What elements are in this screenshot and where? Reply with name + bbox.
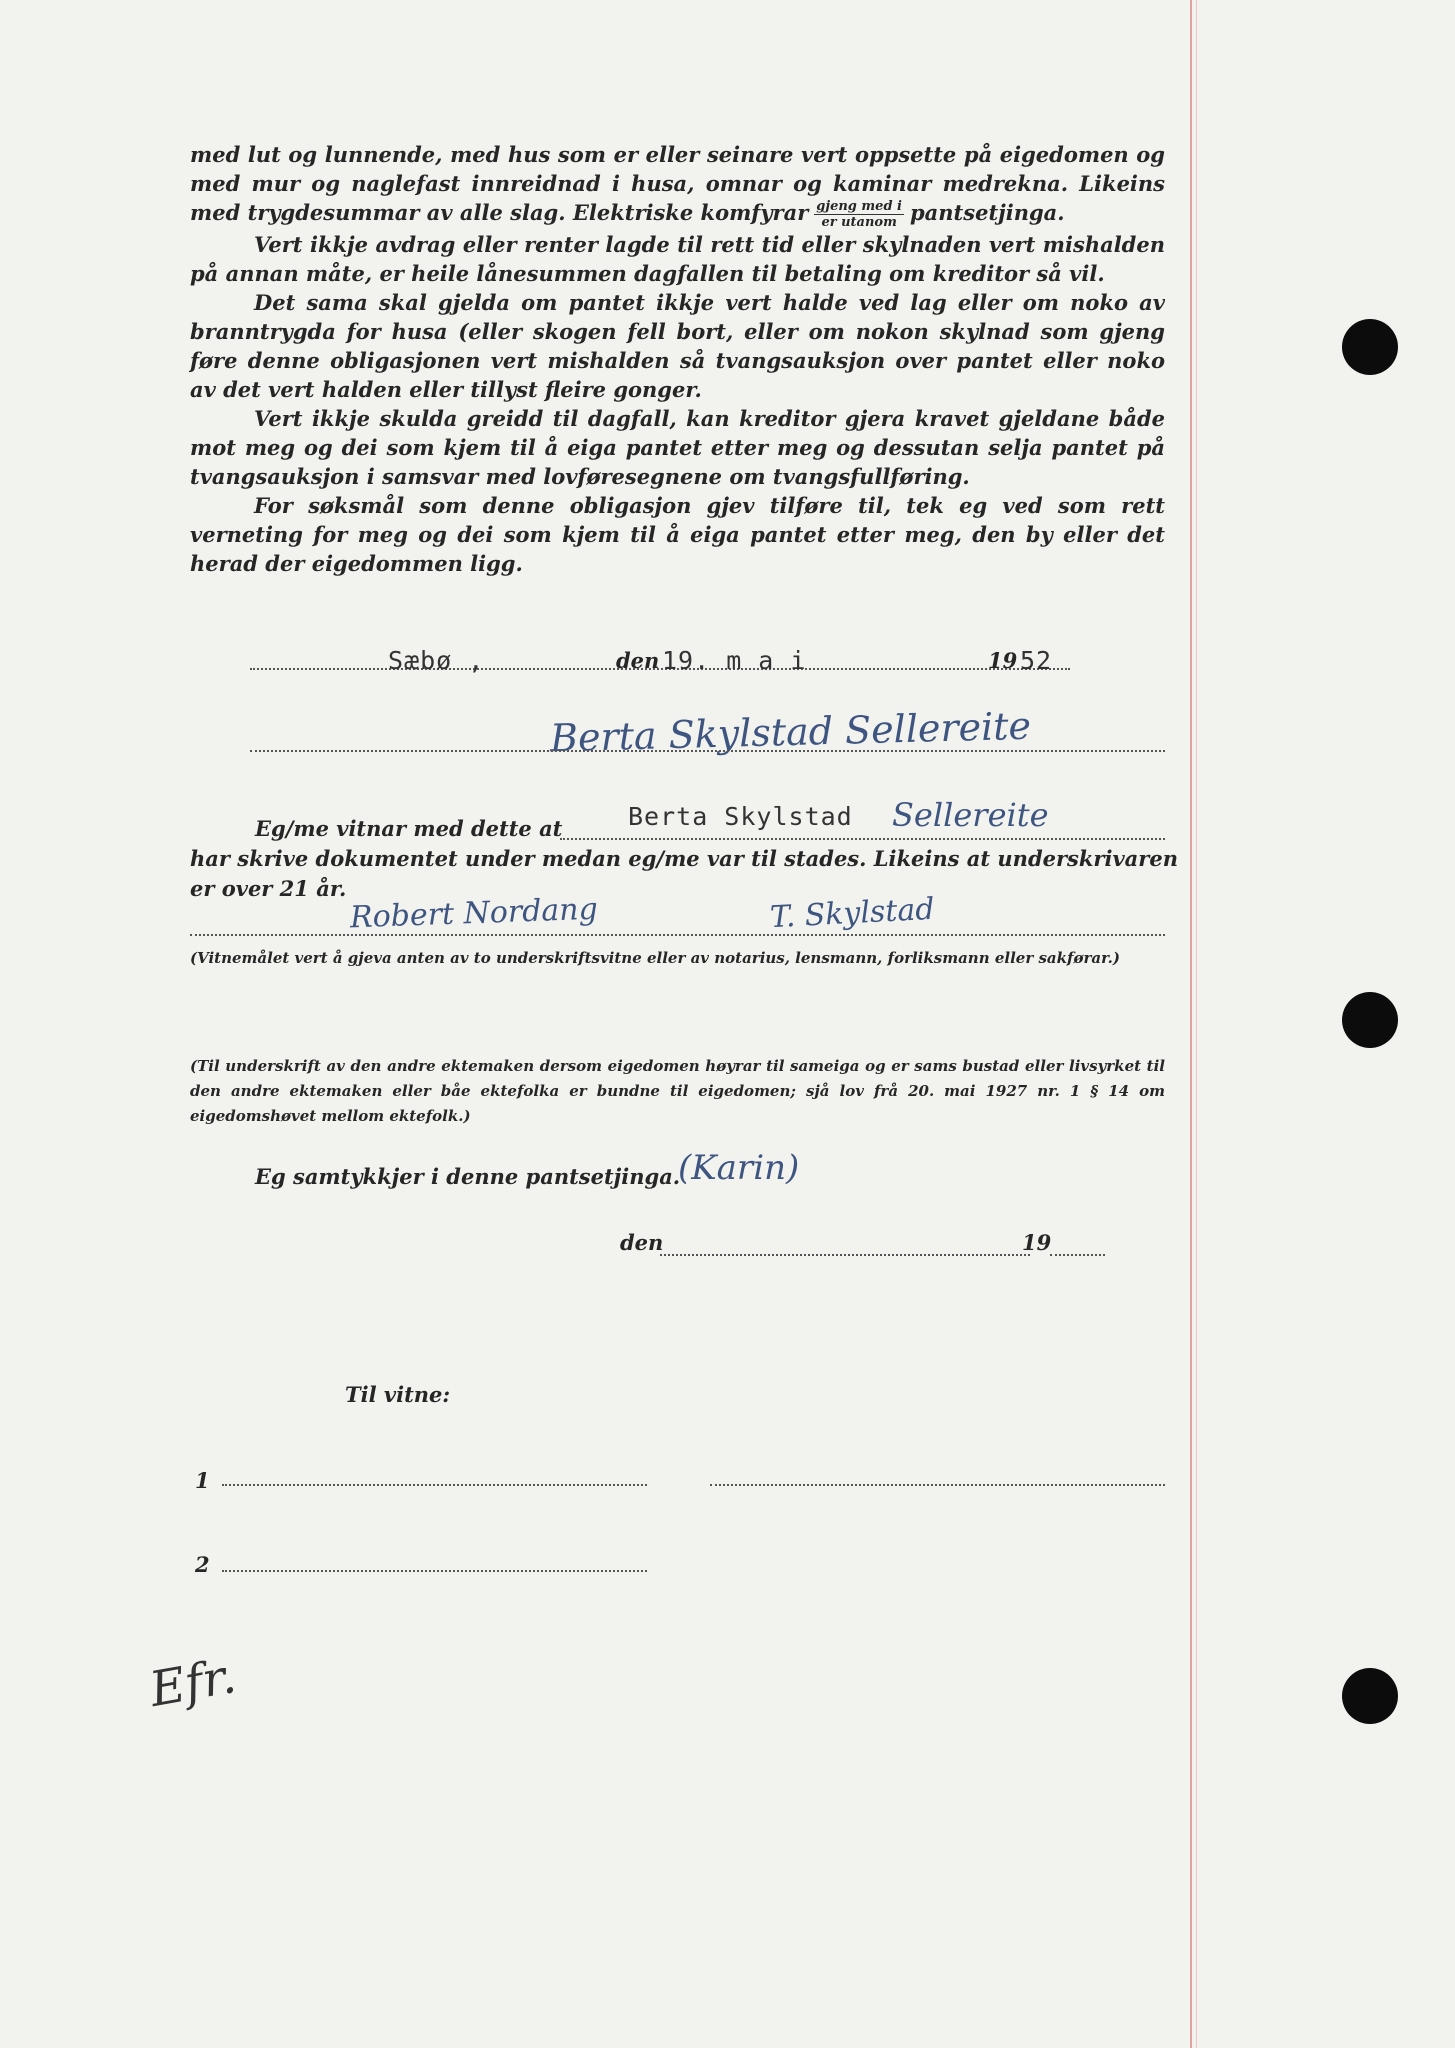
choice-fraction: $\frac{\text{gjeng med i}}{\text{er utanom}}$ (816, 199, 902, 230)
year-prefix-2: 19 (1022, 1230, 1052, 1255)
consent-text: Eg samtykkjer i denne pantsetjinga. (255, 1164, 681, 1189)
den-label: den (616, 648, 660, 673)
punch-hole-middle (1342, 992, 1398, 1048)
spouse-note: (Til underskrift av den andre ektemaken dersom eigedomen høyrar til sameiga og er sams bustad eller livsyrket til den andre ektemaken eller båe ektefolka er bundne til eigedomen; sjå lov frå 20. mai 1927 nr. 1 § 14 om eigedomshøvet mellom ektefolk.) (190, 1057, 1165, 1125)
witness-note: (Vitnemålet vert å gjeva anten av to underskriftsvitne eller av notarius, lensmann, forliksmann eller sakførar.) (190, 949, 1120, 967)
paragraph-1: med lut og lunnende, med hus som er eller seinare vert oppsette på eigedomen og med mur og naglefast innreidnad i husa, omnar og kaminar medrekna. Likeins med trygdesummar av alle slag. Elektriske komfyrar $\frac{\text{gjeng med i}}{\text{er utanom}}$ pantsetjinga. (190, 142, 1165, 230)
vitne-line-1a (222, 1484, 647, 1486)
witness-name-typed: Berta Skylstad (628, 802, 853, 831)
margin-rule-secondary (1196, 0, 1197, 2048)
witness-text-2: er over 21 år. (190, 876, 347, 901)
witness-signature-1: Robert Nordang (349, 891, 599, 936)
margin-handwritten-mark: Efr. (145, 1647, 240, 1719)
witness-name-hand: Sellereite (892, 796, 1049, 834)
paragraph-4: Vert ikkje skulda greidd til dagfall, kan kreditor gjera kravet gjeldane både mot meg og dei som kjem til å eiga pantet etter meg og dessutan selja pantet på tvangsauksjon i samsvar med lovføresegnene om tvangsfullføring. (190, 406, 1165, 489)
vitne-line-1b (710, 1484, 1165, 1486)
witness-text-1: har skrive dokumentet under medan eg/me var til stades. Likeins at underskrivaren (190, 846, 1178, 871)
signature-line (250, 750, 1165, 752)
witness-intro: Eg/me vitnar med dette at (255, 816, 563, 841)
year-typed: 52 (1020, 646, 1053, 675)
margin-rule (1190, 0, 1192, 2048)
witness-signature-line (190, 934, 1165, 936)
date-typed: 19. m a i (662, 646, 807, 675)
year-line-2 (1050, 1254, 1105, 1256)
place-typed: Sæbø , (388, 646, 485, 675)
vitne-number-1: 1 (195, 1468, 210, 1493)
vitne-line-2a (222, 1570, 647, 1572)
witness-name-line (560, 838, 1165, 840)
punch-hole-top (1342, 319, 1398, 375)
vitne-number-2: 2 (195, 1552, 210, 1577)
body-text (190, 140, 1165, 578)
year-prefix: 19 (988, 648, 1018, 673)
paragraph-5: For søksmål som denne obligasjon gjev tilføre til, tek eg ved som rett verneting for meg og dei som kjem til å eiga pantet etter meg, den by eller det herad der eigedommen ligg. (190, 493, 1165, 576)
den-label-2: den (620, 1230, 664, 1255)
signature-main: Berta Skylstad Sellereite (549, 703, 1032, 761)
punch-hole-bottom (1342, 1668, 1398, 1724)
date-line-2 (660, 1254, 1030, 1256)
til-vitne-label: Til vitne: (345, 1382, 451, 1407)
consent-signature: (Karin) (678, 1148, 800, 1188)
place-date-line (250, 668, 1070, 670)
witness-signature-2: T. Skylstad (769, 891, 936, 936)
paragraph-3: Det sama skal gjelda om pantet ikkje vert halde ved lag eller om noko av branntrygda for husa (eller skogen fell bort, eller om nokon skylnad som gjeng føre denne obligasjonen vert mishalden så tvangsauksjon over pantet eller noko av det vert halden eller tillyst fleire gonger. (190, 290, 1165, 402)
paragraph-2: Vert ikkje avdrag eller renter lagde til rett tid eller skylnaden vert mishalden på annan måte, er heile lånesummen dagfallen til betaling om kreditor så vil. (190, 232, 1165, 286)
